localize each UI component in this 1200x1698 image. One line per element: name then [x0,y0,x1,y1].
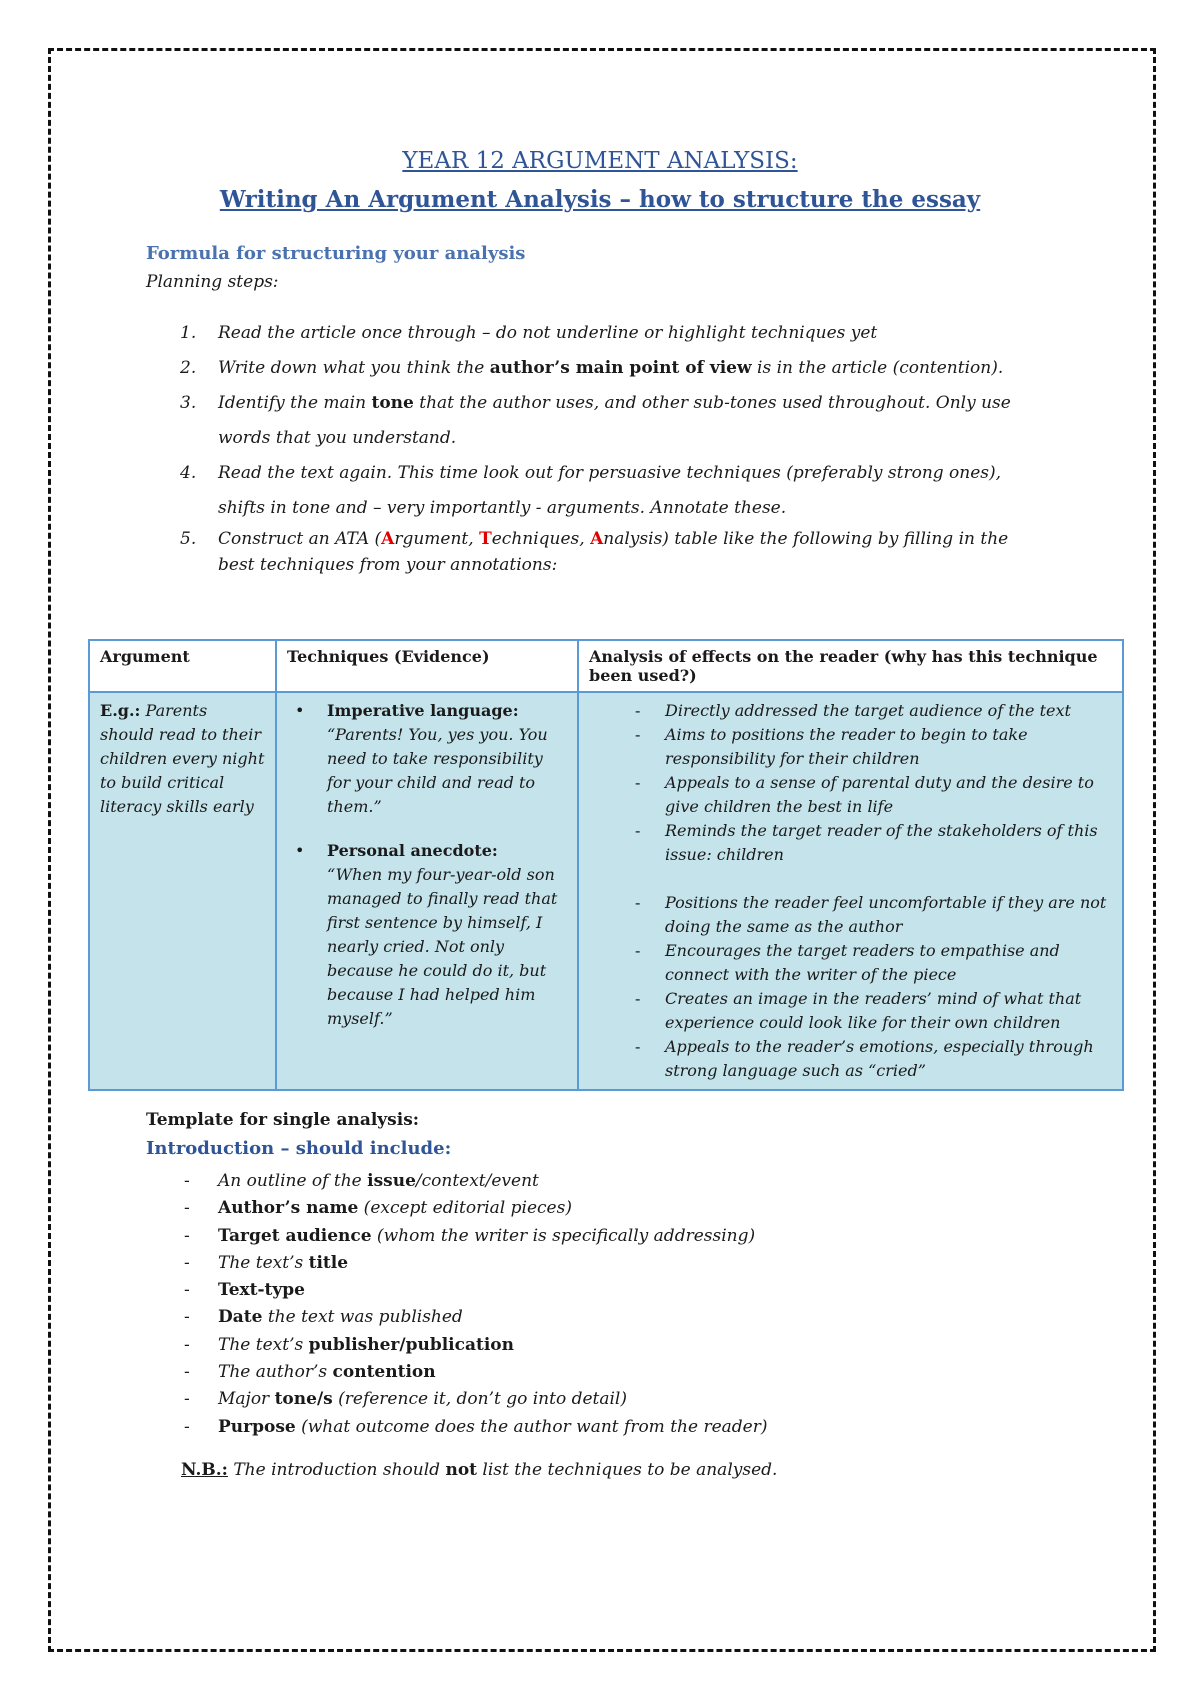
text-run: The text’s [218,1252,309,1273]
text-run: Read the text again. This time look out for persuasive techniques (preferably strong ones), shifts in tone and – very importantly - arguments. Annotate these. [218,463,1002,518]
text-run: The introduction should [227,1460,446,1480]
effect-item: - Aims to positions the reader to begin to take responsibility for their children [589,723,1112,771]
planning-steps-list [146,316,1046,578]
text-run: (except editorial pieces) [358,1198,572,1219]
text-run: echniques, [491,529,591,549]
text-run: tone [371,393,414,413]
intro-item [146,1304,767,1331]
text-run: (what outcome does the author want from the reader) [295,1416,768,1437]
argument-cell [89,692,276,1090]
argument-eg-label: E.g.: [100,701,141,720]
intro-item [146,1414,767,1441]
text-run: issue [367,1171,416,1191]
text-run: contention [332,1362,436,1383]
step-number: 4. [180,463,197,483]
text-run: Author’s name [218,1198,359,1219]
effect-item: - Directly addressed the target audience of the text [589,699,1112,723]
technique-item [287,699,567,819]
argument-text: Parents should read to their children every night to build critical literacy skills early [100,701,265,816]
intro-item [146,1277,767,1304]
text-run: the text was published [262,1307,463,1328]
text-run: list the techniques to be analysed. [477,1460,778,1480]
effect-item: - Reminds the target reader of the stakeholders of this issue: children [589,819,1112,867]
planning-step [146,456,1046,526]
planning-step [146,526,1046,578]
text-run: Text-type [218,1280,305,1301]
text-run: Target audience [218,1225,372,1246]
text-run: not [445,1460,478,1480]
text-run: (whom the writer is specifically addressing) [371,1225,756,1246]
step-number: 5. [180,529,197,549]
text-run: A [590,529,604,549]
text-run: A [381,529,395,549]
table-header-techniques: Techniques (Evidence) [276,640,578,692]
nb-note [181,1460,777,1480]
text-run: publisher/publication [308,1334,514,1355]
text-run: nalysis) table like the following by filling in the best techniques from your annotations: [218,529,1009,575]
intro-item [146,1250,767,1277]
planning-label: Planning steps: [146,272,279,292]
text-run: Read the article once through – do not underline or highlight techniques yet [218,323,878,343]
intro-checklist [146,1168,767,1441]
text-run: (reference it, don’t go into detail) [332,1389,628,1410]
text-run: Construct an ATA ( [218,529,382,549]
effect-item: - Positions the reader feel uncomfortable if they are not doing the same as the author [589,891,1112,939]
ata-table [88,639,1124,1091]
planning-step [146,386,1046,456]
page-title: YEAR 12 ARGUMENT ANALYSIS: [402,148,798,174]
text-run: Write down what you think the [218,358,490,378]
intro-item [146,1332,767,1359]
text-run: that the author uses, and other sub-tones used throughout. Only use words that you understand. [218,393,1011,448]
text-run: author’s main point of view [489,358,752,378]
text-run: The text’s [218,1334,309,1355]
techniques-cell [276,692,578,1090]
effect-item: - Encourages the target readers to empathise and connect with the writer of the piece [589,939,1112,987]
text-run: An outline of the [218,1171,368,1191]
technique-quote: “Parents! You, yes you. You need to take responsibility for your child and read to them.” [327,725,548,816]
intro-item [146,1195,767,1222]
text-run: Identify the main [218,393,372,413]
planning-step [146,316,1046,351]
text-run: title [308,1252,349,1273]
text-run: Purpose [218,1416,296,1437]
intro-heading: Introduction – should include: [146,1138,452,1159]
template-heading: Template for single analysis: [146,1110,420,1130]
technique-label: Imperative language: [327,701,519,720]
formula-heading: Formula for structuring your analysis [146,243,526,264]
step-number: 2. [180,358,197,378]
bullet-icon: • [295,701,305,720]
bullet-icon: • [295,841,305,860]
intro-item [146,1386,767,1413]
text-run: T [479,529,492,549]
intro-item [146,1359,767,1386]
planning-step [146,351,1046,386]
text-run: The author’s [218,1362,333,1383]
text-run: is in the article (contention). [751,358,1004,378]
effect-item: - Appeals to the reader’s emotions, especially through strong language such as “cried” [589,1035,1112,1083]
table-header-analysis: Analysis of effects on the reader (why has this technique been used?) [578,640,1123,692]
intro-item [146,1223,767,1250]
technique-item [287,839,567,1031]
technique-label: Personal anecdote: [327,841,498,860]
text-run: /context/event [415,1171,539,1191]
text-run: rgument, [394,529,480,549]
text-run: Major [218,1389,275,1410]
table-header-argument: Argument [89,640,276,692]
text-run: Date [218,1307,263,1328]
text-run: tone/s [274,1389,333,1410]
effect-item: - Creates an image in the readers’ mind of what that experience could look like for their own children [589,987,1112,1035]
technique-quote: “When my four-year-old son managed to finally read that first sentence by himself, I nearly cried. Not only because he could do it, but because I had helped him myself.” [327,865,558,1028]
intro-item [146,1168,767,1195]
step-number: 3. [180,393,197,413]
effect-item: - Appeals to a sense of parental duty and the desire to give children the best in life [589,771,1112,819]
effects-list [589,699,1112,1083]
analysis-cell [578,692,1123,1090]
page-subtitle: Writing An Argument Analysis – how to structure the essay [219,186,981,213]
nb-label: N.B.: [181,1460,228,1480]
step-number: 1. [180,323,197,343]
